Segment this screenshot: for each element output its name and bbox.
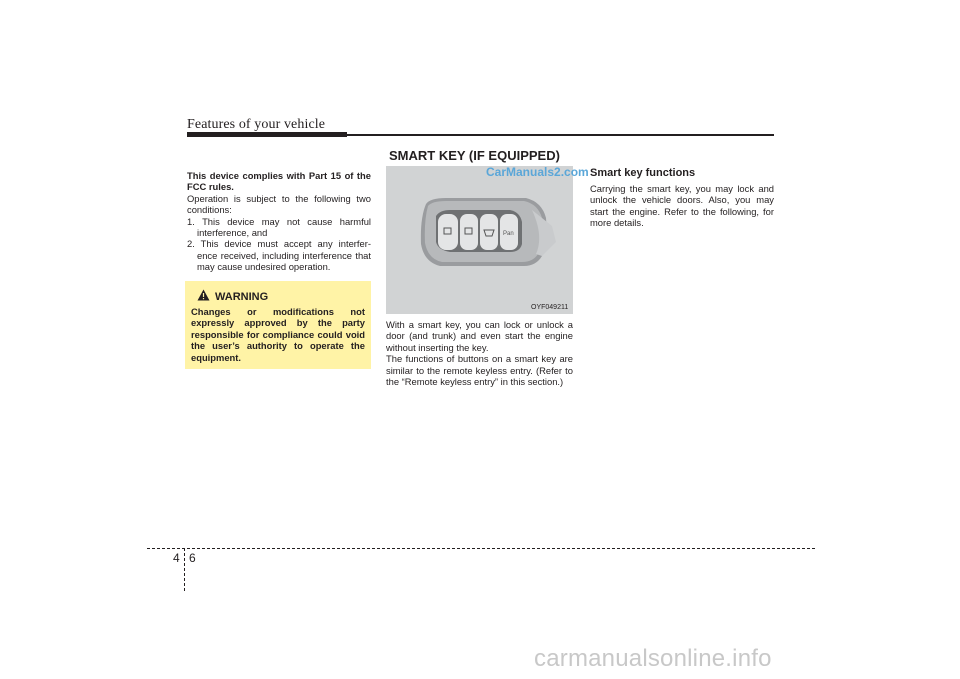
warning-text: Changes or modifications not expressly approved by the party responsible for compliance could void the user’s authority to operate the equipment. [191,306,365,363]
column-left [187,170,371,273]
page-chapter-number: 4 [173,551,180,565]
warning-title: WARNING [215,290,269,303]
footer-watermark: carmanualsonline.info [534,645,772,672]
warning-box [185,281,371,369]
smart-key-image [386,166,573,314]
smart-key-icon [386,166,573,314]
smart-key-functions-paragraph: Carrying the smart key, you may lock and unlock the vehicle doors. Also, you may start the engine. Refer to the following, for more details. [590,183,774,229]
header-title: Features of your vehicle [187,117,326,132]
svg-text:Pan: Pan [503,231,514,237]
condition-item-1: 1. This device may not cause harmful interference, and [187,215,371,239]
smart-key-paragraph-2: The functions of buttons on a smart key are similar to the remote keyless entry. (Refer to the “Remote keyless entry” in this section.) [386,353,573,388]
column-middle [386,319,573,387]
page-number: 6 [189,551,196,565]
fcc-compliance-statement: This device complies with Part 15 of the FCC rules. [187,170,371,193]
header-rule-thick [187,132,347,137]
column-right [590,183,774,229]
site-watermark: CarManuals2.com [486,165,589,179]
section-title: SMART KEY (IF EQUIPPED) [389,148,560,163]
subsection-title: Smart key functions [590,167,696,179]
conditions-intro: Operation is subject to the following two conditions: [187,192,371,216]
page-footer-rule [147,548,815,549]
warning-triangle-icon [197,289,210,304]
smart-key-paragraph-1: With a smart key, you can lock or unlock a door (and trunk) and even start the engine without inserting the key. [386,319,573,353]
header-rule-thin [347,134,774,136]
page-number-divider [184,548,185,591]
figure-code: OYF049211 [531,304,569,311]
condition-item-2: 2. This device must accept any interfer- ence received, including interference that may cause undesired operation. [187,238,371,273]
warning-header [191,289,365,304]
